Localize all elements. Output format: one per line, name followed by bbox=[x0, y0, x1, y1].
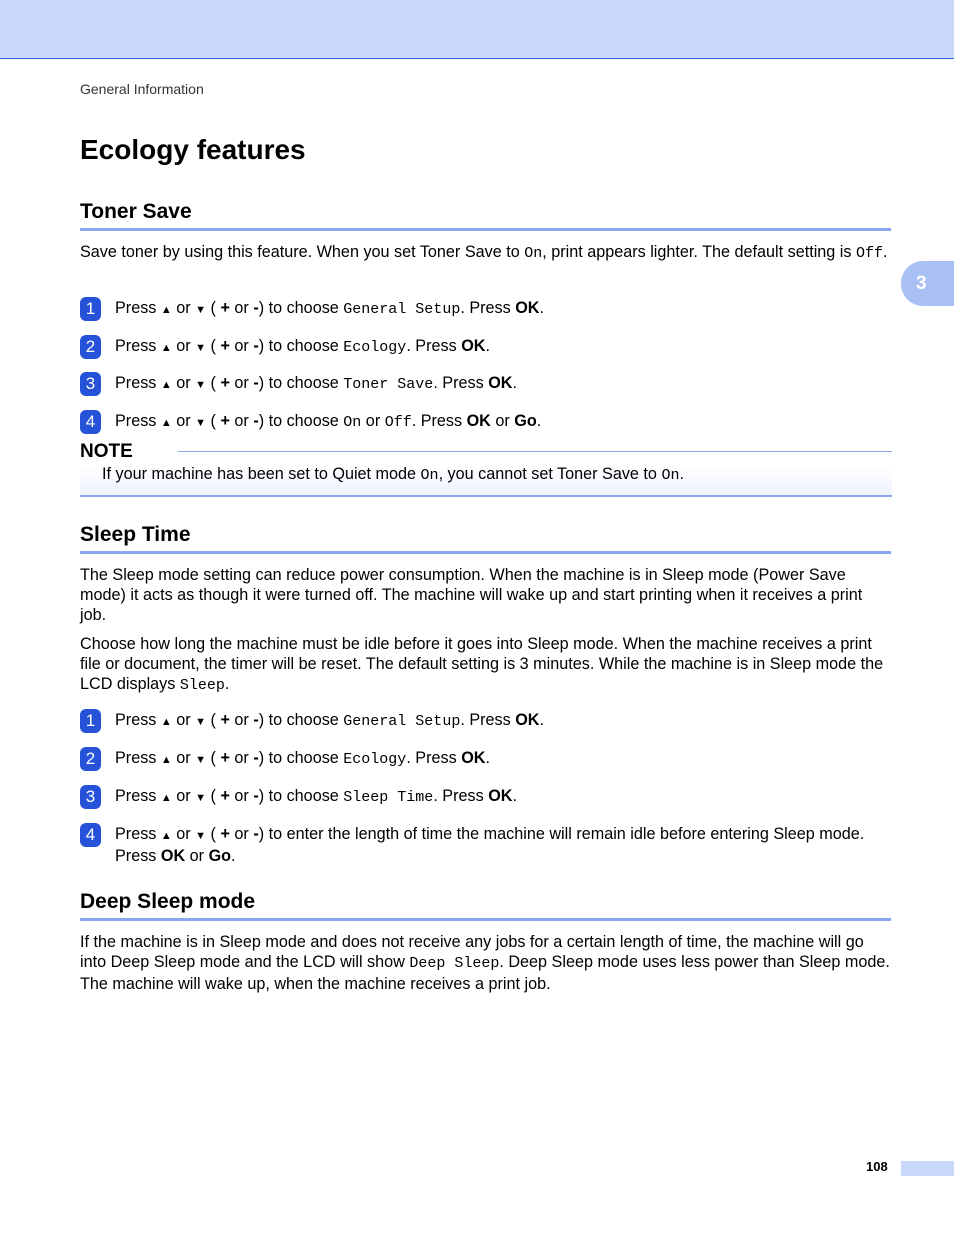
text: or bbox=[171, 749, 196, 767]
text: . bbox=[539, 299, 544, 317]
key-label: - bbox=[253, 412, 259, 430]
up-triangle-icon: ▲ bbox=[160, 754, 172, 766]
lcd-value: On bbox=[661, 467, 680, 484]
text: or bbox=[229, 299, 254, 317]
text: ( bbox=[206, 374, 221, 392]
text: . bbox=[231, 847, 236, 865]
text: . Deep Sleep mode uses less power than Sleep mode. The machine will wake up, when the machine receives a print job. bbox=[80, 953, 890, 993]
lcd-value: Ecology bbox=[343, 751, 407, 768]
key-label: Go bbox=[208, 847, 232, 865]
down-triangle-icon: ▼ bbox=[195, 417, 207, 429]
key-label: OK bbox=[160, 847, 186, 865]
text: Press bbox=[115, 825, 161, 843]
sleep-time-para-1: The Sleep mode setting can reduce power consumption. When the machine is in Sleep mode (Power Save mode) it acts as though it were turned off. The machine will wake up and start printing when it receives a print job. bbox=[80, 566, 863, 624]
key-label: + bbox=[220, 711, 230, 729]
text: . Press bbox=[406, 749, 462, 767]
key-label: OK bbox=[488, 374, 513, 392]
down-triangle-icon: ▼ bbox=[195, 716, 207, 728]
text: . bbox=[679, 465, 684, 483]
text: . bbox=[512, 787, 517, 805]
key-label: OK bbox=[488, 787, 513, 805]
key-label: OK bbox=[461, 749, 486, 767]
lcd-value: General Setup bbox=[343, 713, 461, 730]
text: or bbox=[171, 711, 196, 729]
step-number-badge-icon: 2 bbox=[80, 747, 101, 771]
step-item bbox=[80, 710, 892, 732]
toner-save-intro bbox=[80, 242, 892, 264]
key-label: + bbox=[220, 749, 230, 767]
up-triangle-icon: ▲ bbox=[160, 792, 172, 804]
key-label: - bbox=[253, 749, 259, 767]
step-item bbox=[80, 373, 892, 395]
text: ) to choose bbox=[258, 711, 344, 729]
text: or bbox=[171, 825, 196, 843]
lcd-value: Off bbox=[855, 245, 883, 262]
text: . bbox=[883, 243, 888, 261]
step-number-badge-icon: 3 bbox=[80, 785, 101, 809]
text: Press bbox=[115, 412, 161, 430]
step-number-badge-icon: 4 bbox=[80, 823, 101, 847]
text: ( bbox=[206, 299, 221, 317]
text: . Press bbox=[406, 337, 462, 355]
up-triangle-icon: ▲ bbox=[160, 417, 172, 429]
text: ) to choose bbox=[258, 299, 344, 317]
lcd-value: Sleep Time bbox=[343, 789, 434, 806]
lcd-value: Sleep bbox=[179, 677, 225, 694]
text: Press bbox=[115, 299, 161, 317]
lcd-value: Ecology bbox=[343, 339, 407, 356]
text: , you cannot set Toner Save to bbox=[438, 465, 662, 483]
text: Press bbox=[115, 787, 161, 805]
text: ( bbox=[206, 412, 221, 430]
up-triangle-icon: ▲ bbox=[160, 342, 172, 354]
text: or bbox=[171, 787, 196, 805]
footer-bar bbox=[901, 1161, 954, 1176]
lcd-value: On bbox=[343, 414, 362, 431]
text: . Press bbox=[460, 299, 516, 317]
chapter-number: 3 bbox=[916, 272, 927, 294]
deep-sleep-para bbox=[80, 932, 892, 994]
sleep-time-steps bbox=[80, 710, 892, 866]
lcd-value: Off bbox=[384, 414, 412, 431]
page-number: 108 bbox=[866, 1159, 888, 1174]
lcd-value: General Setup bbox=[343, 301, 461, 318]
lcd-value: Deep Sleep bbox=[409, 955, 500, 972]
section-heading-sleep-time: Sleep Time bbox=[80, 522, 891, 554]
up-triangle-icon: ▲ bbox=[160, 716, 172, 728]
text: or bbox=[171, 299, 196, 317]
text: , print appears lighter. The default setting is bbox=[542, 243, 856, 261]
up-triangle-icon: ▲ bbox=[160, 304, 172, 316]
text: or bbox=[229, 787, 254, 805]
text: . bbox=[485, 337, 490, 355]
note-divider bbox=[178, 451, 892, 452]
key-label: OK bbox=[466, 412, 491, 430]
text: ) to choose bbox=[258, 374, 344, 392]
page-title: Ecology features bbox=[80, 134, 306, 165]
text: or bbox=[185, 847, 209, 865]
key-label: + bbox=[220, 825, 230, 843]
section-heading-deep-sleep: Deep Sleep mode bbox=[80, 889, 891, 921]
text: . Press bbox=[411, 412, 467, 430]
text: ( bbox=[206, 749, 221, 767]
step-number-badge-icon: 1 bbox=[80, 297, 101, 321]
text: or bbox=[229, 412, 254, 430]
step-number-badge-icon: 4 bbox=[80, 410, 101, 434]
text: or bbox=[229, 711, 254, 729]
text: ) to choose bbox=[258, 787, 344, 805]
text: . Press bbox=[433, 787, 489, 805]
text: Press bbox=[115, 337, 161, 355]
text: ( bbox=[206, 337, 221, 355]
down-triangle-icon: ▼ bbox=[195, 304, 207, 316]
key-label: - bbox=[253, 825, 259, 843]
text: . Press bbox=[433, 374, 489, 392]
step-number-badge-icon: 3 bbox=[80, 372, 101, 396]
key-label: + bbox=[220, 337, 230, 355]
down-triangle-icon: ▼ bbox=[195, 379, 207, 391]
key-label: + bbox=[220, 374, 230, 392]
key-label: - bbox=[253, 711, 259, 729]
key-label: Go bbox=[514, 412, 537, 430]
key-label: - bbox=[253, 337, 259, 355]
key-label: - bbox=[253, 299, 259, 317]
text: . bbox=[224, 675, 230, 693]
text: or bbox=[171, 374, 196, 392]
step-number-badge-icon: 1 bbox=[80, 709, 101, 733]
text: ) to choose bbox=[258, 337, 344, 355]
text: . Press bbox=[460, 711, 516, 729]
text: or bbox=[229, 749, 254, 767]
lcd-value: On bbox=[420, 467, 439, 484]
up-triangle-icon: ▲ bbox=[160, 830, 172, 842]
text: ( bbox=[206, 825, 221, 843]
text: If your machine has been set to Quiet mode bbox=[102, 465, 421, 483]
key-label: + bbox=[220, 787, 230, 805]
sleep-time-para-2 bbox=[80, 634, 892, 696]
key-label: - bbox=[253, 787, 259, 805]
text: . bbox=[536, 412, 542, 430]
note-label: NOTE bbox=[80, 441, 133, 462]
text: ( bbox=[206, 787, 221, 805]
text: . bbox=[485, 749, 490, 767]
step-item bbox=[80, 824, 892, 866]
down-triangle-icon: ▼ bbox=[195, 754, 207, 766]
down-triangle-icon: ▼ bbox=[195, 342, 207, 354]
down-triangle-icon: ▼ bbox=[195, 792, 207, 804]
text: If the machine is in Sleep mode and does not receive any jobs for a certain length of time, the machine will go into Deep Sleep mode and the LCD will show bbox=[80, 933, 864, 971]
text: . bbox=[539, 711, 544, 729]
text: or bbox=[171, 412, 196, 430]
text: Press bbox=[115, 711, 161, 729]
text: Choose how long the machine must be idle before it goes into Sleep mode. When the machine receives a print file or document, the timer will be reset. The default setting is 3 minutes. While the machine is in Sleep mode the LCD displays bbox=[80, 635, 884, 693]
key-label: OK bbox=[515, 299, 540, 317]
lcd-value: On bbox=[524, 245, 543, 262]
chapter-tab[interactable] bbox=[901, 261, 954, 306]
key-label: OK bbox=[515, 711, 540, 729]
note-text bbox=[102, 464, 684, 486]
step-item bbox=[80, 748, 892, 770]
lcd-value: Toner Save bbox=[343, 376, 434, 393]
key-label: + bbox=[220, 412, 230, 430]
step-item bbox=[80, 298, 892, 320]
breadcrumb[interactable]: General Information bbox=[80, 81, 204, 97]
text: or bbox=[171, 337, 196, 355]
key-label: - bbox=[253, 374, 259, 392]
step-item bbox=[80, 786, 892, 808]
step-item bbox=[80, 336, 892, 358]
text: or bbox=[229, 374, 254, 392]
text: Press bbox=[115, 749, 161, 767]
key-label: + bbox=[220, 299, 230, 317]
down-triangle-icon: ▼ bbox=[195, 830, 207, 842]
text: . bbox=[512, 374, 517, 392]
toner-save-steps bbox=[80, 298, 892, 433]
text: Save toner by using this feature. When you set Toner Save to bbox=[80, 243, 525, 261]
header-band bbox=[0, 0, 954, 59]
text: or bbox=[361, 412, 385, 430]
up-triangle-icon: ▲ bbox=[160, 379, 172, 391]
text: ) to choose bbox=[258, 749, 344, 767]
note-box bbox=[80, 441, 892, 497]
text: ) to enter the length of time the machine will remain idle before entering Sleep mode. Press bbox=[115, 825, 865, 865]
text: or bbox=[490, 412, 515, 430]
section-heading-toner-save: Toner Save bbox=[80, 199, 891, 231]
text: or bbox=[229, 825, 254, 843]
step-number-badge-icon: 2 bbox=[80, 335, 101, 359]
text: ( bbox=[206, 711, 221, 729]
text: or bbox=[229, 337, 254, 355]
step-item bbox=[80, 411, 892, 433]
text: Press bbox=[115, 374, 161, 392]
key-label: OK bbox=[461, 337, 486, 355]
text: ) to choose bbox=[258, 412, 344, 430]
